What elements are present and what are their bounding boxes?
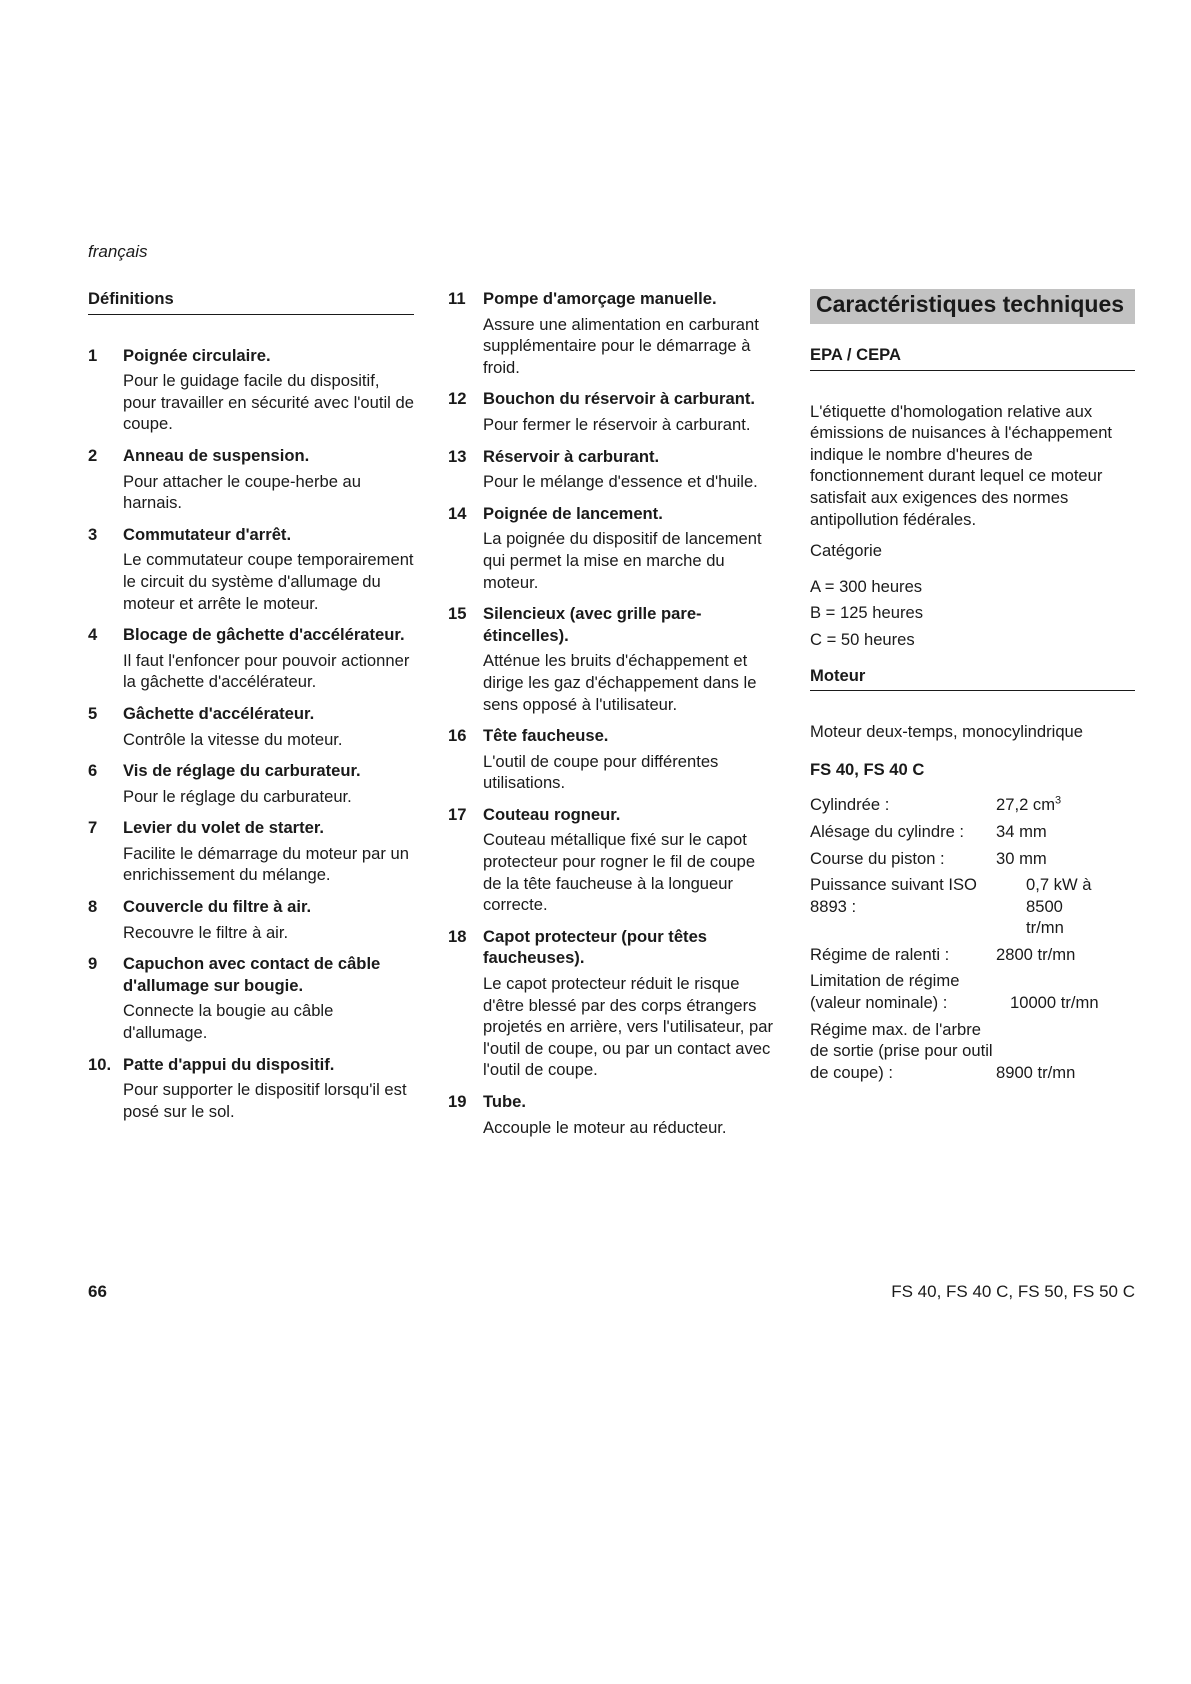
- spec-superscript: 3: [1055, 794, 1062, 807]
- item-number: 5: [88, 703, 98, 723]
- item-title: Poignée circulaire.: [123, 345, 271, 365]
- item-number: 16: [448, 726, 467, 746]
- item-title: Patte d'appui du dispositif.: [123, 1054, 335, 1074]
- definition-item: [88, 345, 414, 435]
- epa-heading: EPA / CEPA: [810, 344, 1135, 371]
- definition-item: [448, 446, 778, 493]
- definition-item: [88, 953, 414, 1043]
- definition-item: [448, 388, 778, 435]
- item-description: Accouple le moteur au réducteur.: [483, 1117, 727, 1137]
- model-heading: FS 40, FS 40 C: [810, 759, 925, 779]
- page-number: 66: [88, 1282, 107, 1301]
- item-description: Pour le guidage facile du dispositif, pour travailler en sécurité avec l'outil de coupe.: [123, 371, 414, 434]
- item-title: Tête faucheuse.: [483, 726, 609, 746]
- item-title: Gâchette d'accélérateur.: [123, 703, 315, 723]
- spec-row: [810, 794, 1135, 816]
- spec-label: Régime max. de l'arbre de sortie (prise pour outil de coupe) :: [810, 1019, 993, 1082]
- item-title: Bouchon du réservoir à carburant.: [483, 389, 756, 409]
- spec-row: [810, 848, 1135, 870]
- definition-item: [448, 804, 778, 916]
- item-description: Couteau métallique fixé sur le capot protecteur pour rogner le fil de coupe de la tête faucheuse à la longueur correcte.: [483, 830, 756, 915]
- item-description: Le capot protecteur réduit le risque d'être blessé par des corps étrangers projetés en arrière, vers l'utilisateur, par l'outil de coupe, ou par un contact avec l'outil de coupe.: [483, 974, 774, 1080]
- item-number: 17: [448, 804, 467, 824]
- definition-item: [448, 926, 778, 1081]
- spec-row: [810, 874, 1135, 939]
- footer-models: FS 40, FS 40 C, FS 50, FS 50 C: [891, 1282, 1135, 1301]
- item-number: 12: [448, 389, 467, 409]
- item-number: 15: [448, 604, 467, 624]
- spec-label: Course du piston :: [810, 848, 945, 868]
- item-title: Commutateur d'arrêt.: [123, 524, 292, 544]
- item-number: 9: [88, 954, 98, 974]
- spec-value: 30 mm: [996, 848, 1047, 868]
- motor-type: Moteur deux-temps, monocylindrique: [810, 722, 1084, 742]
- item-number: 18: [448, 926, 467, 946]
- item-description: Atténue les bruits d'échappement et dirige les gaz d'échappement dans le sens opposé à l'utilisateur.: [483, 651, 757, 714]
- item-description: Le commutateur coupe temporairement le circuit du système d'allumage du moteur et arrête le moteur.: [123, 550, 414, 613]
- item-title: Anneau de suspension.: [123, 445, 310, 465]
- definitions-column-1: [88, 288, 414, 1132]
- definitions-column-2: [448, 288, 778, 1148]
- definition-item: [88, 896, 414, 943]
- item-description: Pour le réglage du carburateur.: [123, 786, 352, 806]
- definition-item: [448, 503, 778, 593]
- item-number: 3: [88, 524, 98, 544]
- spec-table: [810, 794, 1135, 1083]
- spec-value: 10000 tr/mn: [1010, 993, 1099, 1013]
- item-description: Assure une alimentation en carburant supplémentaire pour le démarrage à froid.: [483, 314, 759, 377]
- definition-item: [88, 703, 414, 750]
- definition-item: [448, 725, 778, 794]
- item-number: 10.: [88, 1054, 112, 1074]
- spec-value: 34 mm: [996, 821, 1047, 841]
- item-description: Pour supporter le dispositif lorsqu'il est posé sur le sol.: [123, 1080, 407, 1121]
- item-title: Capuchon avec contact de câble d'allumage sur bougie.: [123, 954, 381, 995]
- item-number: 8: [88, 897, 98, 917]
- specs-heading: Caractéristiques techniques: [810, 289, 1135, 324]
- definitions-heading: Définitions: [88, 288, 414, 315]
- spec-label: Régime de ralenti :: [810, 944, 950, 964]
- definition-item: [448, 603, 778, 715]
- item-title: Capot protecteur (pour têtes faucheuses).: [483, 926, 708, 968]
- item-title: Levier du volet de starter.: [123, 818, 325, 838]
- item-number: 1: [88, 345, 98, 365]
- spec-row: [810, 821, 1135, 843]
- item-description: Pour fermer le réservoir à carburant.: [483, 414, 751, 434]
- category-b: B = 125 heures: [810, 603, 924, 623]
- item-description: L'outil de coupe pour différentes utilisations.: [483, 751, 719, 793]
- item-title: Blocage de gâchette d'accélérateur.: [123, 625, 405, 645]
- item-number: 2: [88, 445, 98, 465]
- definition-item: [88, 524, 414, 614]
- item-number: 11: [448, 289, 466, 308]
- motor-heading: Moteur: [810, 665, 1135, 692]
- spec-label: Puissance suivant ISO 8893 :: [810, 875, 977, 916]
- spec-label: Cylindrée :: [810, 795, 890, 815]
- item-number: 7: [88, 818, 98, 838]
- spec-value: 2800 tr/mn: [996, 944, 1076, 964]
- item-number: 6: [88, 761, 98, 781]
- definition-item: [88, 1054, 414, 1123]
- item-title: Tube.: [483, 1092, 527, 1111]
- item-number: 19: [448, 1092, 467, 1111]
- spec-value: 27,2 $cm^3$: [996, 794, 1062, 815]
- definition-item: [88, 817, 414, 886]
- item-number: 14: [448, 503, 467, 523]
- definition-item: [88, 624, 414, 693]
- spec-label: Limitation de régime (valeur nominale) :: [810, 971, 960, 1013]
- category-c: C = 50 heures: [810, 629, 915, 649]
- item-title: Couteau rogneur.: [483, 804, 621, 824]
- item-description: Facilite le démarrage du moteur par un enrichissement du mélange.: [123, 843, 409, 885]
- language-label: français: [88, 242, 148, 261]
- spec-label: Alésage du cylindre :: [810, 821, 965, 841]
- item-description: Connecte la bougie au câble d'allumage.: [123, 1001, 334, 1043]
- item-description: Pour le mélange d'essence et d'huile.: [483, 472, 758, 492]
- category-a: A = 300 heures: [810, 576, 923, 596]
- spec-value: 0,7 kW à 8500 tr/mn: [1026, 875, 1092, 938]
- item-description: Il faut l'enfoncer pour pouvoir actionner la gâchette d'accélérateur.: [123, 650, 410, 692]
- item-title: Vis de réglage du carburateur.: [123, 761, 361, 781]
- spec-row: [810, 970, 1135, 1013]
- item-title: Couvercle du filtre à air.: [123, 897, 312, 917]
- item-description: Pour attacher le coupe-herbe au harnais.: [123, 471, 362, 513]
- spec-row: [810, 1019, 1135, 1084]
- spec-row: [810, 944, 1135, 966]
- item-description: Contrôle la vitesse du moteur.: [123, 729, 343, 749]
- definitions-list-1: [88, 345, 414, 1123]
- item-number: 4: [88, 625, 98, 645]
- definition-item: [448, 288, 778, 378]
- item-title: Réservoir à carburant.: [483, 446, 660, 466]
- spec-value: 8900 tr/mn: [996, 1062, 1076, 1082]
- item-title: Poignée de lancement.: [483, 503, 663, 523]
- epa-text: L'étiquette d'homologation relative aux émissions de nuisances à l'échappement indique le nombre d'heures de fonctionnement durant lequel ce moteur satisfait aux exigences des normes antipollution fédérales.: [810, 401, 1113, 529]
- item-title: Pompe d'amorçage manuelle.: [483, 289, 717, 308]
- definition-item: [88, 445, 414, 514]
- item-description: Recouvre le filtre à air.: [123, 922, 289, 942]
- definition-item: [448, 1091, 778, 1138]
- definition-item: [88, 760, 414, 807]
- specs-column: [810, 289, 1135, 1088]
- item-description: La poignée du dispositif de lancement qui permet la mise en marche du moteur.: [483, 529, 762, 592]
- item-number: 13: [448, 446, 467, 466]
- item-title: Silencieux (avec grille pare-étincelles).: [483, 604, 702, 645]
- category-label: Catégorie: [810, 541, 882, 561]
